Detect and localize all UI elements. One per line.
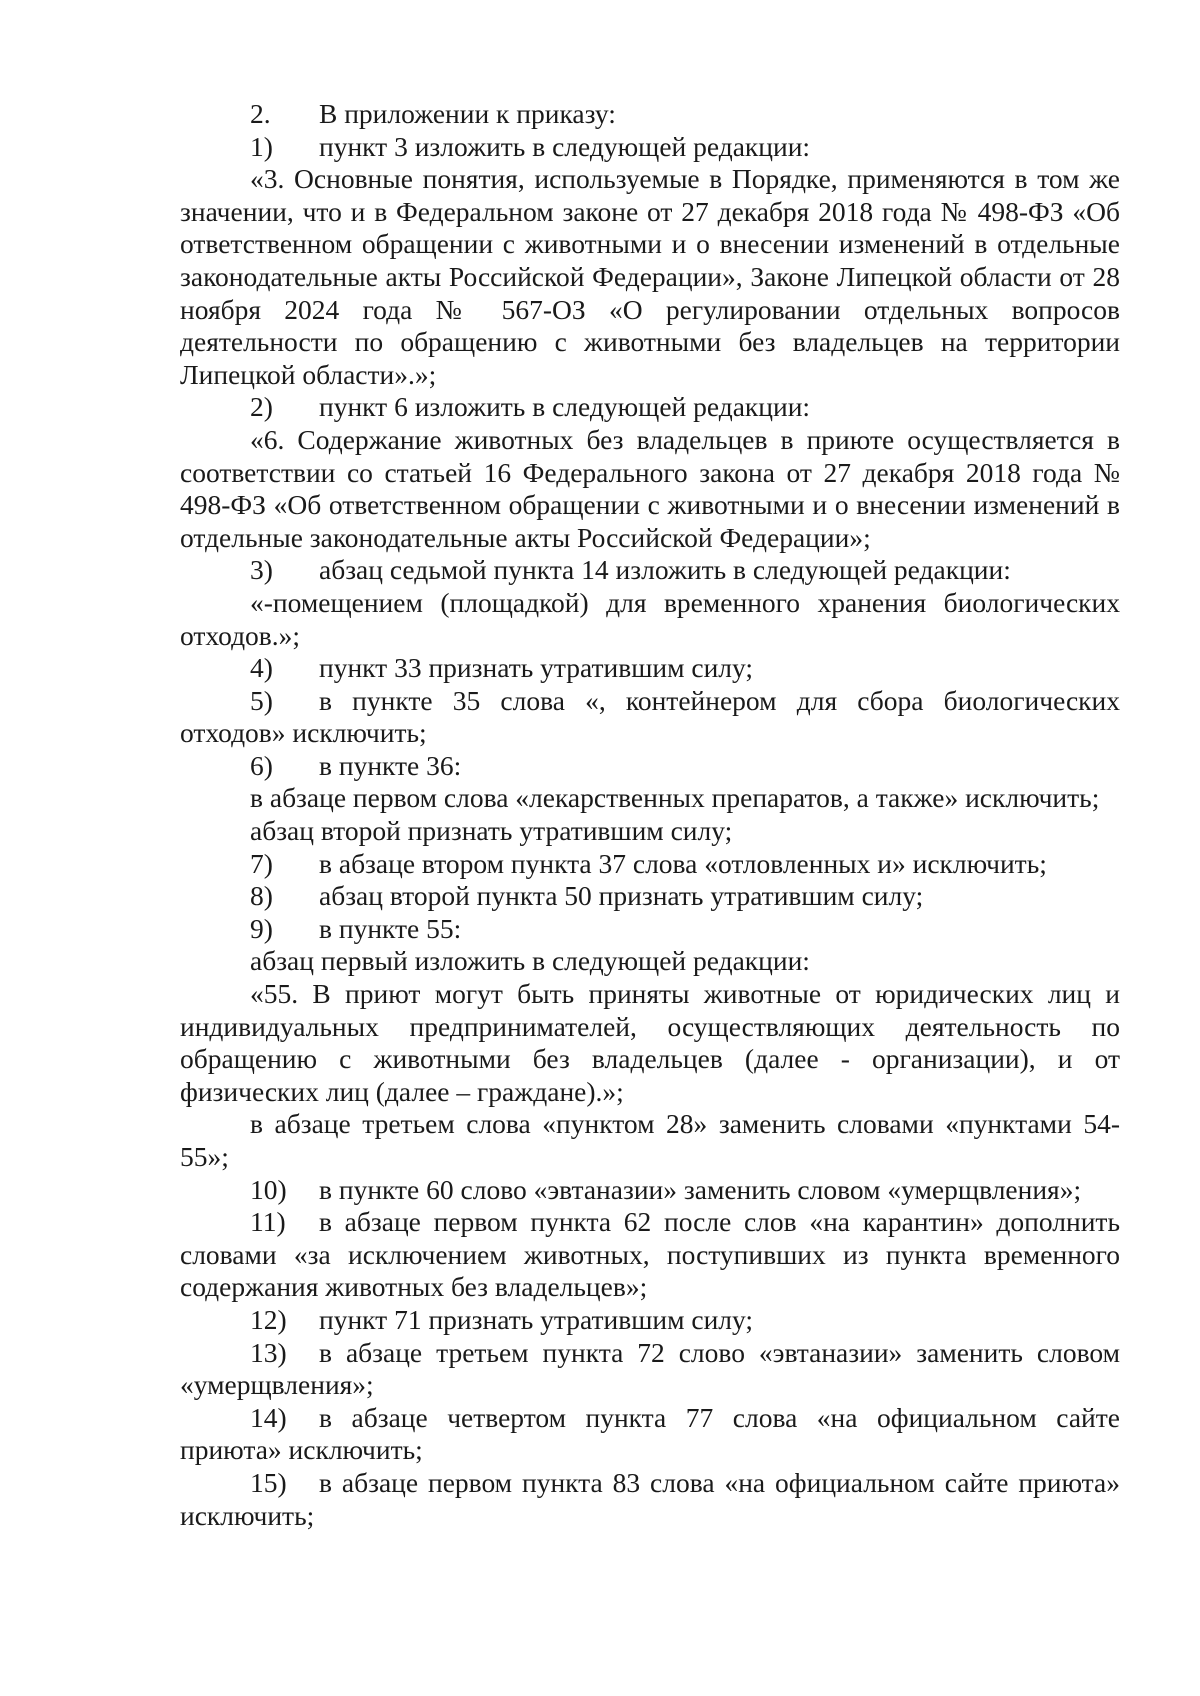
item-number: 15) — [250, 1466, 287, 1498]
item-text: в абзаце втором пункта 37 слова «отловленных и» исключить; — [319, 847, 1047, 879]
item-number: 13) — [250, 1336, 287, 1368]
item-number: 12) — [250, 1303, 287, 1335]
item-text: пункт 6 изложить в следующей редакции: — [319, 391, 811, 423]
paragraph-item-4 — [180, 652, 1120, 685]
item-number: 7) — [250, 847, 273, 879]
paragraph-item-2 — [180, 98, 1120, 131]
item-number: 5) — [250, 684, 273, 716]
paragraph-point-14-text: «-помещением (площадкой) для временного хранения биологических отходов.»; — [180, 586, 1120, 651]
paragraph-item-14 — [180, 1402, 1120, 1467]
paragraph-item-3 — [180, 554, 1120, 587]
paragraph-item-6 — [180, 750, 1120, 783]
paragraph-point-55-third: в абзаце третьем слова «пунктом 28» заменить словами «пунктами 54-55»; — [180, 1108, 1120, 1172]
paragraph-point-6-text: «6. Содержание животных без владельцев в приюте осуществляется в соответствии со статьей 16 Федерального закона от 27 декабря 2018 года № 498-ФЗ «Об ответственном обращении с животными и о внесении изменений в отдельные законодательные акты Российской Федерации»; — [180, 423, 1120, 553]
paragraph-item-1 — [180, 131, 1120, 164]
item-text: абзац второй пункта 50 признать утратившим силу; — [319, 880, 924, 912]
item-text: в пункте 36: — [319, 749, 462, 781]
item-number: 11) — [250, 1206, 286, 1238]
paragraph-item-10 — [180, 1174, 1120, 1207]
item-text: в абзаце первом пункта 83 слова «на официальном сайте приюта» исключить; — [180, 1466, 1120, 1531]
paragraph-point-36-first: в абзаце первом слова «лекарственных препаратов, а также» исключить; — [250, 782, 1100, 814]
item-text: В приложении к приказу: — [319, 98, 616, 129]
item-number: 9) — [250, 912, 273, 944]
paragraph-item-8 — [180, 880, 1120, 913]
paragraph-item-9 — [180, 913, 1120, 946]
item-text: в пункте 35 слова «, контейнером для сбора биологических отходов» исключить; — [180, 684, 1120, 749]
paragraph-point-3-text: «3. Основные понятия, используемые в Порядке, применяются в том же значении, что и в Федеральном законе от 27 декабря 2018 года № 498-ФЗ «Об ответственном обращении с животными и о внесении изменений в отдельные законодательные акты Российской Федерации», Законе Липецкой области от 28 ноября 2024 года № 567-ОЗ «О регулировании отдельных вопросов деятельности по обращению с животными без владельцев на территории Липецкой области».»; — [180, 163, 1120, 390]
paragraph-item-13 — [180, 1337, 1120, 1402]
item-text: пункт 33 признать утратившим силу; — [319, 652, 754, 684]
item-text: пункт 3 изложить в следующей редакции: — [319, 130, 811, 162]
item-text: пункт 71 признать утратившим силу; — [319, 1303, 754, 1335]
paragraph-item-11 — [180, 1206, 1120, 1304]
item-number: 2. — [250, 98, 271, 129]
paragraph-item-12 — [180, 1304, 1120, 1337]
item-number: 2) — [250, 391, 273, 423]
paragraph-item-7 — [180, 848, 1120, 881]
paragraph-point-55-text: «55. В приют могут быть приняты животные от юридических лиц и индивидуальных предпринимателей, осуществляющих деятельность по обращению с животными без владельцев (далее - организации), и от физических лиц (далее – граждане).»; — [180, 978, 1120, 1107]
item-number: 10) — [250, 1173, 287, 1205]
paragraph-point-36-second: абзац второй признать утратившим силу; — [250, 815, 733, 847]
item-text: абзац седьмой пункта 14 изложить в следующей редакции: — [319, 554, 1011, 586]
item-text: в абзаце первом пункта 62 после слов «на карантин» дополнить словами «за исключением животных, поступивших из пункта временного содержания животных без владельцев»; — [180, 1206, 1120, 1303]
item-number: 14) — [250, 1401, 287, 1433]
item-number: 1) — [250, 130, 273, 162]
paragraph-item-5 — [180, 685, 1120, 750]
item-number: 4) — [250, 652, 273, 684]
item-number: 3) — [250, 554, 273, 586]
item-number: 8) — [250, 880, 273, 912]
paragraph-item-2-sub — [180, 391, 1120, 424]
item-text: в пункте 55: — [319, 912, 462, 944]
paragraph-item-15 — [180, 1467, 1120, 1532]
document-page — [180, 98, 1120, 1532]
item-text: в абзаце третьем пункта 72 слово «эвтаназии» заменить словом «умерщвления»; — [180, 1336, 1120, 1401]
item-text: в абзаце четвертом пункта 77 слова «на официальном сайте приюта» исключить; — [180, 1401, 1120, 1466]
item-text: в пункте 60 слово «эвтаназии» заменить словом «умерщвления»; — [319, 1173, 1082, 1205]
item-number: 6) — [250, 749, 273, 781]
paragraph-point-55-first: абзац первый изложить в следующей редакции: — [250, 945, 810, 977]
